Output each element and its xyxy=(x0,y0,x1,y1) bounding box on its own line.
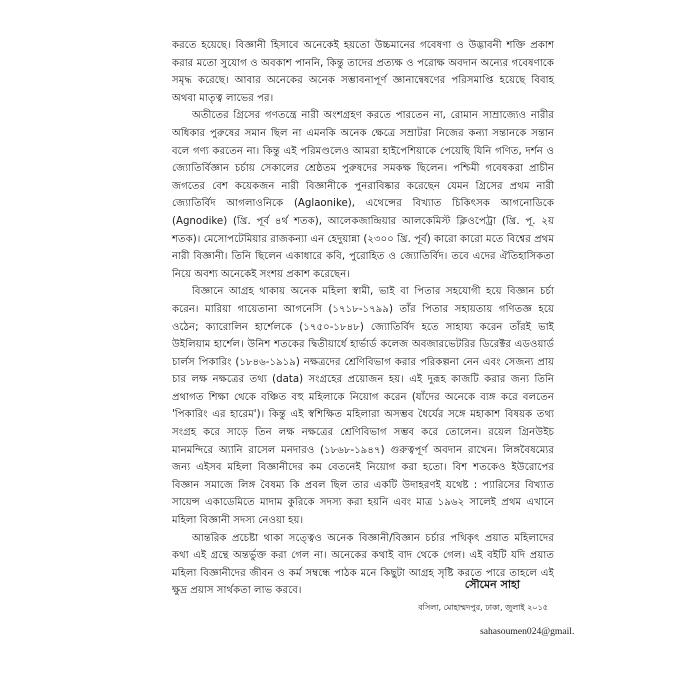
paragraph-2: অতীতের গ্রিসের গণতন্ত্রে নারী অংশগ্রহণ করতে পারতেন না, রোমান সাম্রাজ্যেও নারীর অধিকার পুরুষের সমান ছিল না এমনকি অনেক ক্ষেত্রে সম্রাটরা নিজের কন্যা সন্তানকে সন্তান বলে গণ্য করতেন না। কিন্তু এই পরিমণ্ডলেও আমরা হাইপেশিয়াকে পেয়েছি যিনি গণিত, দর্শন ও জ্যোতির্বিজ্ঞান চর্চায় সেকালের শ্রেষ্ঠতম পুরুষদের সমকক্ষ ছিলেন। পশ্চিমী গবেষকরা প্রাচীন জগতের বেশ কয়েকজন নারী বিজ্ঞানীকে পুনরাবিষ্কার করেছেন যেমন গ্রিসের প্রথম নারী জ্যোতির্বিদ আগলাওনিকে (Aglaonike), এথেন্সের বিখ্যাত চিকিৎসক আগনোডিকে (Agnodike) (খ্রি. পূর্ব ৪র্থ শতক), আলেকজান্দ্রিয়ার আলকেমিস্ট ক্লিওপেট্রা (খ্রি. পূ. ২য় শতক)। মেসোপটেমিয়ার রাজকন্যা এন হেদুয়ান্না (২৩০০ খ্রি. পূর্ব) কারো কারো মতে বিশ্বের প্রথম নারী বিজ্ঞানী। তিনি ছিলেন একাধারে কবি, পুরোহিত ও জ্যোতির্বিদ। তবে এদের ঐতিহাসিকতা নিয়ে অবশ্য অনেকেই সংশয় প্রকাশ করেছেন। xyxy=(172,110,554,280)
paragraph-4: আন্তরিক প্রচেষ্টা থাকা সত্ত্বেও অনেক বিজ্ঞানী/বিজ্ঞান চর্চার পথিকৃৎ প্রয়াত মহিলাদের কথা এই গ্রন্থে অন্তর্ভুক্ত করা গেল না। অনেকের কথাই বাদ থেকে গেল। এই বইটি যদি প্রয়াত মহিলা বিজ্ঞানীদের জীবন ও কর্ম সম্বন্ধে পাঠক মনে কিছুটা আগ্রহ সৃষ্টি করতে পারে তাহলে এই ক্ষুদ্র প্রয়াস সার্থকতা লাভ করবে। xyxy=(172,532,554,597)
author-email: sahasoumen024@gmail. xyxy=(480,626,575,637)
preface-body xyxy=(172,37,554,600)
paragraph-1: করতে হয়েছে। বিজ্ঞানী হিসাবে অনেকেই হয়তো উচ্চমানের গবেষণা ও উদ্ভাবনী শক্তি প্রকাশ করার মতো সুযোগ ও অবকাশ পাননি, কিন্তু তাদের প্রত্যক্ষ ও পরোক্ষ অবদান অন্যের গবেষণাকে সমৃদ্ধ করেছে। আবার অনেকের অনেক সম্ভাবনাপূর্ণ জ্ঞানান্বেষণের পরিসমাপ্তি হয়েছে বিবাহ অথবা মাতৃত্ব লাভের পর। xyxy=(172,40,554,104)
author-name: সৌমেন সাহা xyxy=(464,578,520,591)
place-date: বসিলা, মোহাম্মদপুর, ঢাকা, জুলাই ২০১৫ xyxy=(418,603,548,612)
paragraph-3: বিজ্ঞানে আগ্রহ থাকায় অনেক মহিলা স্বামী, ভাই বা পিতার সহযোগী হয়ে বিজ্ঞান চর্চা করেন। মারিয়া গায়েতানা আগনেসি (১৭১৮-১৭৯৯) তাঁর পিতার সহায়তায় গণিতজ্ঞ হয়ে ওঠেন; ক্যারোলিন হার্শেলকে (১৭৫০-১৮৪৮) জ্যোতির্বিদ হতে সাহায্য করেন তাঁরই ভাই উইলিয়াম হার্শেল। উনিশ শতকের দ্বিতীয়ার্ধে হার্ভার্ড কলেজ অবজারভেটরির ডিরেক্টর এডওয়ার্ড চার্লস পিকারিং (১৮৪৬-১৯১৯) নক্ষত্রদের শ্রেণিবিভাগ করার পরিকল্পনা নেন এবং সেজন্য প্রায় চার লক্ষ নক্ষত্রের তথ্য (data) সংগ্রহের প্রয়োজন হয়। এই দুরূহ কাজটি করার জন্য তিনি প্রথাগত শিক্ষা থেকে বঞ্চিত বহু মহিলাকে নিয়োগ করেন (যাঁদের অনেকে ব্যঙ্গ করে বলতেন 'পিকারিং এর হারেম')। কিন্তু এই স্বশিক্ষিত মহিলারা অসম্ভব ধৈর্যের সঙ্গে মহাকাশ বিষয়ক তথ্য সংগ্রহ করে সাড়ে তিন লক্ষ নক্ষত্রের শ্রেণিবিভাগ সম্ভব করে তোলেন। রয়েল গ্রিনউইচ মানমন্দিরে অ্যানি রাসেল মনদারও (১৮৬৮-১৯৪৭) গুরুত্বপূর্ণ অবদান রাখেন। লিঙ্গবৈষম্যের জন্য এইসব মহিলা বিজ্ঞানীদের কম বেতনেই নিয়োগ করা হতো। বিশ শতকেও ইউরোপের বিজ্ঞান সমাজে লিঙ্গ বৈষম্য কি প্রবল ছিল তার একটি উদাহরণই যথেষ্ট : প্যারিসের বিখ্যাত সায়েন্স একাডেমিতে মাদাম কুরিকে সদস্য করা হয়নি এবং মাত্র ১৯৬২ সালেই প্রথম এখানে মহিলা বিজ্ঞানী সদস্য নেওয়া হয়। xyxy=(172,286,554,527)
